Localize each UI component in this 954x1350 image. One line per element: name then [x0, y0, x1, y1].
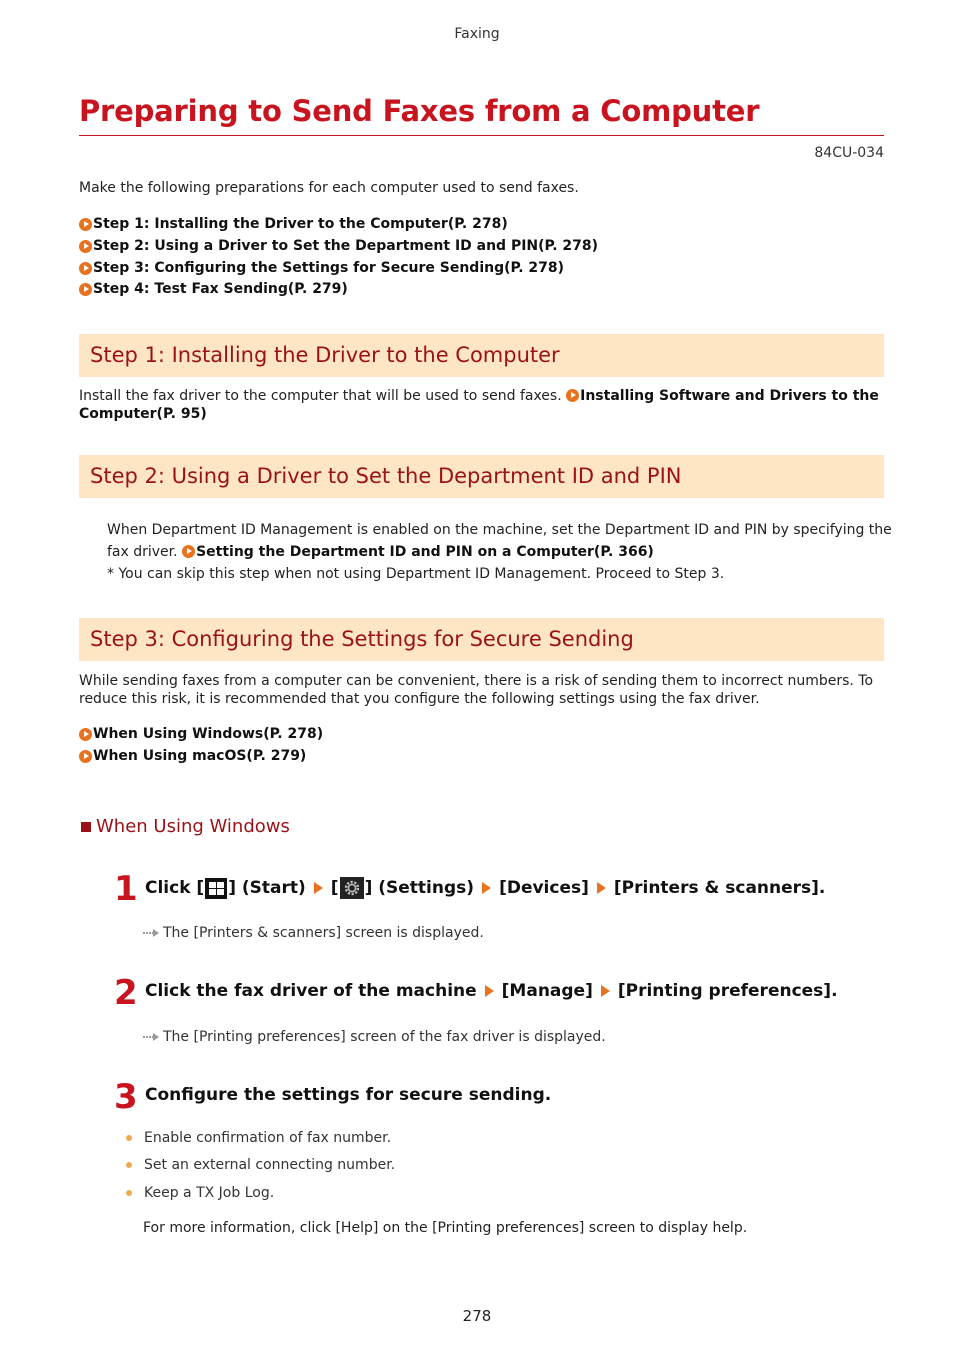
next-arrow-icon	[314, 882, 323, 894]
step-text-settings: ] (Settings)	[364, 878, 475, 898]
section-step2-band	[79, 455, 884, 498]
procedure-step-number: 3	[114, 1077, 138, 1117]
bullet-item	[124, 1185, 274, 1201]
link-arrow-icon	[79, 283, 92, 296]
step1-link-label-2: Computer(P. 95)	[79, 406, 207, 422]
procedure-step-3: Configure the settings for secure sending.	[145, 1085, 552, 1105]
more-info-text: For more information, click [Help] on the [Printing preferences] screen to display help.	[143, 1220, 748, 1236]
link-arrow-icon	[79, 728, 92, 741]
step-text-printers: [Printers & scanners].	[613, 878, 826, 898]
link-label: When Using macOS(P. 279)	[93, 748, 307, 764]
toc-link-label: Step 3: Configuring the Settings for Secure Sending(P. 278)	[93, 260, 565, 276]
link-when-using-windows[interactable]	[79, 726, 323, 742]
next-arrow-icon	[597, 882, 606, 894]
link-arrow-icon	[566, 389, 579, 402]
bullet-dot-icon	[126, 1190, 132, 1196]
title-divider	[79, 135, 884, 136]
link-label: When Using Windows(P. 278)	[93, 726, 324, 742]
step-text-main: Click the fax driver of the machine	[145, 981, 477, 1001]
section-step1-title: Step 1: Installing the Driver to the Computer	[90, 343, 560, 367]
next-arrow-icon	[601, 985, 610, 997]
bullet-text: Set an external connecting number.	[144, 1157, 396, 1173]
result-text: The [Printers & scanners] screen is displayed.	[163, 925, 484, 941]
step2-note: * You can skip this step when not using Department ID Management. Proceed to Step 3.	[107, 566, 725, 582]
link-arrow-icon	[182, 545, 195, 558]
step-text-prefs: [Printing preferences].	[617, 981, 838, 1001]
step2-link-label: Setting the Department ID and PIN on a Computer(P. 366)	[196, 544, 654, 560]
toc-link-step4[interactable]	[79, 281, 348, 297]
toc-link-step2[interactable]	[79, 238, 598, 254]
page-number: 278	[462, 1307, 492, 1325]
settings-gear-icon	[340, 877, 364, 899]
square-bullet-icon	[81, 822, 91, 832]
step1-text	[79, 387, 884, 423]
page-title: Preparing to Send Faxes from a Computer	[79, 94, 760, 128]
link-arrow-icon	[79, 262, 92, 275]
procedure-step-number: 2	[114, 973, 138, 1013]
result-arrow-icon	[143, 1032, 159, 1042]
section-step2-title: Step 2: Using a Driver to Set the Department ID and PIN	[90, 464, 682, 488]
section-step3-band	[79, 618, 884, 661]
link-when-using-macos[interactable]	[79, 748, 306, 764]
step-text-click: Click [	[145, 878, 205, 898]
step3-text	[79, 672, 873, 708]
windows-start-icon	[205, 878, 227, 899]
step3-description-1: While sending faxes from a computer can be convenient, there is a risk of sending them to incorrect numbers. To	[79, 673, 874, 689]
step2-description-1: When Department ID Management is enabled on the machine, set the Department ID and PIN by specifying the	[107, 522, 892, 538]
procedure-step-1	[145, 877, 825, 899]
step2-description-2: fax driver.	[107, 544, 178, 560]
procedure-step-2	[145, 981, 838, 1001]
intro-text: Make the following preparations for each computer used to send faxes.	[79, 180, 579, 196]
procedure-step-number: 1	[114, 869, 138, 909]
step-text-start: ] (Start)	[228, 878, 306, 898]
link-arrow-icon	[79, 240, 92, 253]
step1-link-label-1: Installing Software and Drivers to the	[580, 388, 879, 404]
result-text: The [Printing preferences] screen of the fax driver is displayed.	[163, 1029, 606, 1045]
toc-link-label: Step 4: Test Fax Sending(P. 279)	[93, 281, 348, 297]
windows-subheading-label: When Using Windows	[96, 816, 290, 837]
bullet-dot-icon	[126, 1162, 132, 1168]
step-text-manage: [Manage]	[501, 981, 593, 1001]
toc-link-step1[interactable]	[79, 216, 508, 232]
next-arrow-icon	[482, 882, 491, 894]
step-text-devices: [Devices]	[499, 878, 589, 898]
bullet-item	[124, 1130, 391, 1146]
result-arrow-icon	[143, 928, 159, 938]
link-arrow-icon	[79, 218, 92, 231]
next-arrow-icon	[485, 985, 494, 997]
procedure-step-1-result	[143, 925, 484, 941]
section-step1-band	[79, 334, 884, 377]
link-arrow-icon	[79, 750, 92, 763]
bullet-item	[124, 1157, 395, 1173]
step-text-bracket: [	[330, 878, 339, 898]
bullet-text: Keep a TX Job Log.	[144, 1185, 275, 1201]
windows-subheading	[79, 816, 290, 837]
step3-description-2: reduce this risk, it is recommended that you configure the following settings using the fax driver.	[79, 691, 760, 707]
step2-link[interactable]	[182, 544, 654, 560]
toc-link-label: Step 1: Installing the Driver to the Computer(P. 278)	[93, 216, 508, 232]
toc-link-label: Step 2: Using a Driver to Set the Department ID and PIN(P. 278)	[93, 238, 599, 254]
step2-text	[107, 519, 892, 585]
step1-description: Install the fax driver to the computer that will be used to send faxes.	[79, 388, 562, 404]
section-step3-title: Step 3: Configuring the Settings for Secure Sending	[90, 627, 634, 651]
bullet-dot-icon	[126, 1135, 132, 1141]
bullet-text: Enable confirmation of fax number.	[144, 1130, 392, 1146]
chapter-header: Faxing	[454, 26, 500, 42]
procedure-step-2-result	[143, 1029, 606, 1045]
document-code: 84CU-034	[814, 145, 884, 161]
toc-link-step3[interactable]	[79, 260, 564, 276]
